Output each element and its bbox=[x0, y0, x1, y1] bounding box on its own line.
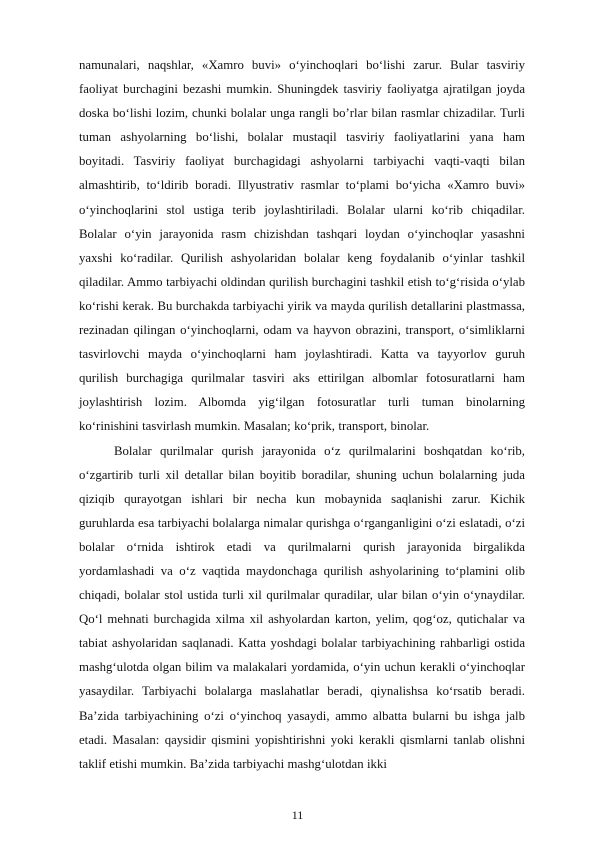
paragraph-2: Bolalar qurilmalar qurish jarayonida o‘z qurilmalarini boshqatdan ko‘rib, o‘zgartirib turli xil detallar bilan boyitib boradilar, shuning uchun bolalarning juda qiziqib qurayotgan ishlari bir necha kun mobaynida saqlanishi zarur. Kichik guruhlarda esa tarbiyachi bolalarga nimalar qurishga o‘rganganligini o‘zi eslatadi, o‘zi bolalar o‘rnida ishtirok etadi va qurilmalarni qurish jarayonida birgalikda yordamlashadi va o‘z vaqtida maydonchaga qurilish ashyolarining to‘plamini olib chiqadi, bolalar stol ustida turli xil qurilmalar quradilar, ular bilan o‘yin o‘ynaydilar. Qo‘l mehnati burchagida xilma xil ashyolardan karton, yelim, qog‘oz, qutichalar va tabiat ashyolaridan saqlanadi. Katta yoshdagi bolalar tarbiyachining rahbarligi ostida mashg‘ulotda olgan bilim va malakalari yordamida, o‘yin uchun kerakli o‘yinchoqlar yasaydilar. Tarbiyachi bolalarga maslahatlar beradi, qiynalishsa ko‘rsatib beradi. Ba’zida tarbiyachining o‘zi o‘yinchoq yasaydi, ammo albatta bularni bu ishga jalb etadi. Masalan: qaysidir qismini yopishtirishni yoki kerakli qismlarni tanlab olishni taklif etishi mumkin. Ba’zida tarbiyachi mashg‘ulotdan ikki bbox=[79, 443, 525, 771]
body-text bbox=[79, 53, 525, 776]
paragraph-1: namunalari, naqshlar, «Xamro buvi» o‘yinchoqlari bo‘lishi zarur. Bular tasviriy faoliyat burchagini bezashi mumkin. Shuningdek tasviriy faoliyatga ajratilgan joyda doska bo‘lishi lozim, chunki bolalar unga rangli bo’rlar bilan rasmlar chizadilar. Turli tuman ashyolarning bo‘lishi, bolalar mustaqil tasviriy faoliyatlarini yana ham boyitadi. Tasviriy faoliyat burchagidagi ashyolarni tarbiyachi vaqti-vaqti bilan almashtirib, to‘ldirib boradi. Illyustrativ rasmlar to‘plami bo‘yicha «Xamro buvi» o‘yinchoqlarini stol ustiga terib joylashtiriladi. Bolalar ularni ko‘rib chiqadilar. Bolalar o‘yin jarayonida rasm chizishdan tashqari loydan o‘yinchoqlar yasashni yaxshi ko‘radilar. Qurilish ashyolaridan bolalar keng foydalanib o‘yinlar tashkil qiladilar. Ammo tarbiyachi oldindan qurilish burchagini tashkil etish to‘g‘risida o‘ylab ko‘rishi kerak. Bu burchakda tarbiyachi yirik va mayda qurilish detallarini plastmassa, rezinadan qilingan o‘yinchoqlarni, odam va hayvon obrazini, transport, o‘simliklarni tasvirlovchi mayda o‘yinchoqlarni ham joylashtiradi. Katta va tayyorlov guruh qurilish burchagiga qurilmalar tasviri aks ettirilgan albomlar fotosuratlarni ham joylashtirish lozim. Albomda yig‘ilgan fotosuratlar turli tuman binolarning ko‘rinishini tasvirlash mumkin. Masalan; ko‘prik, transport, binolar. bbox=[79, 58, 525, 434]
page-number: 11 bbox=[291, 808, 304, 822]
